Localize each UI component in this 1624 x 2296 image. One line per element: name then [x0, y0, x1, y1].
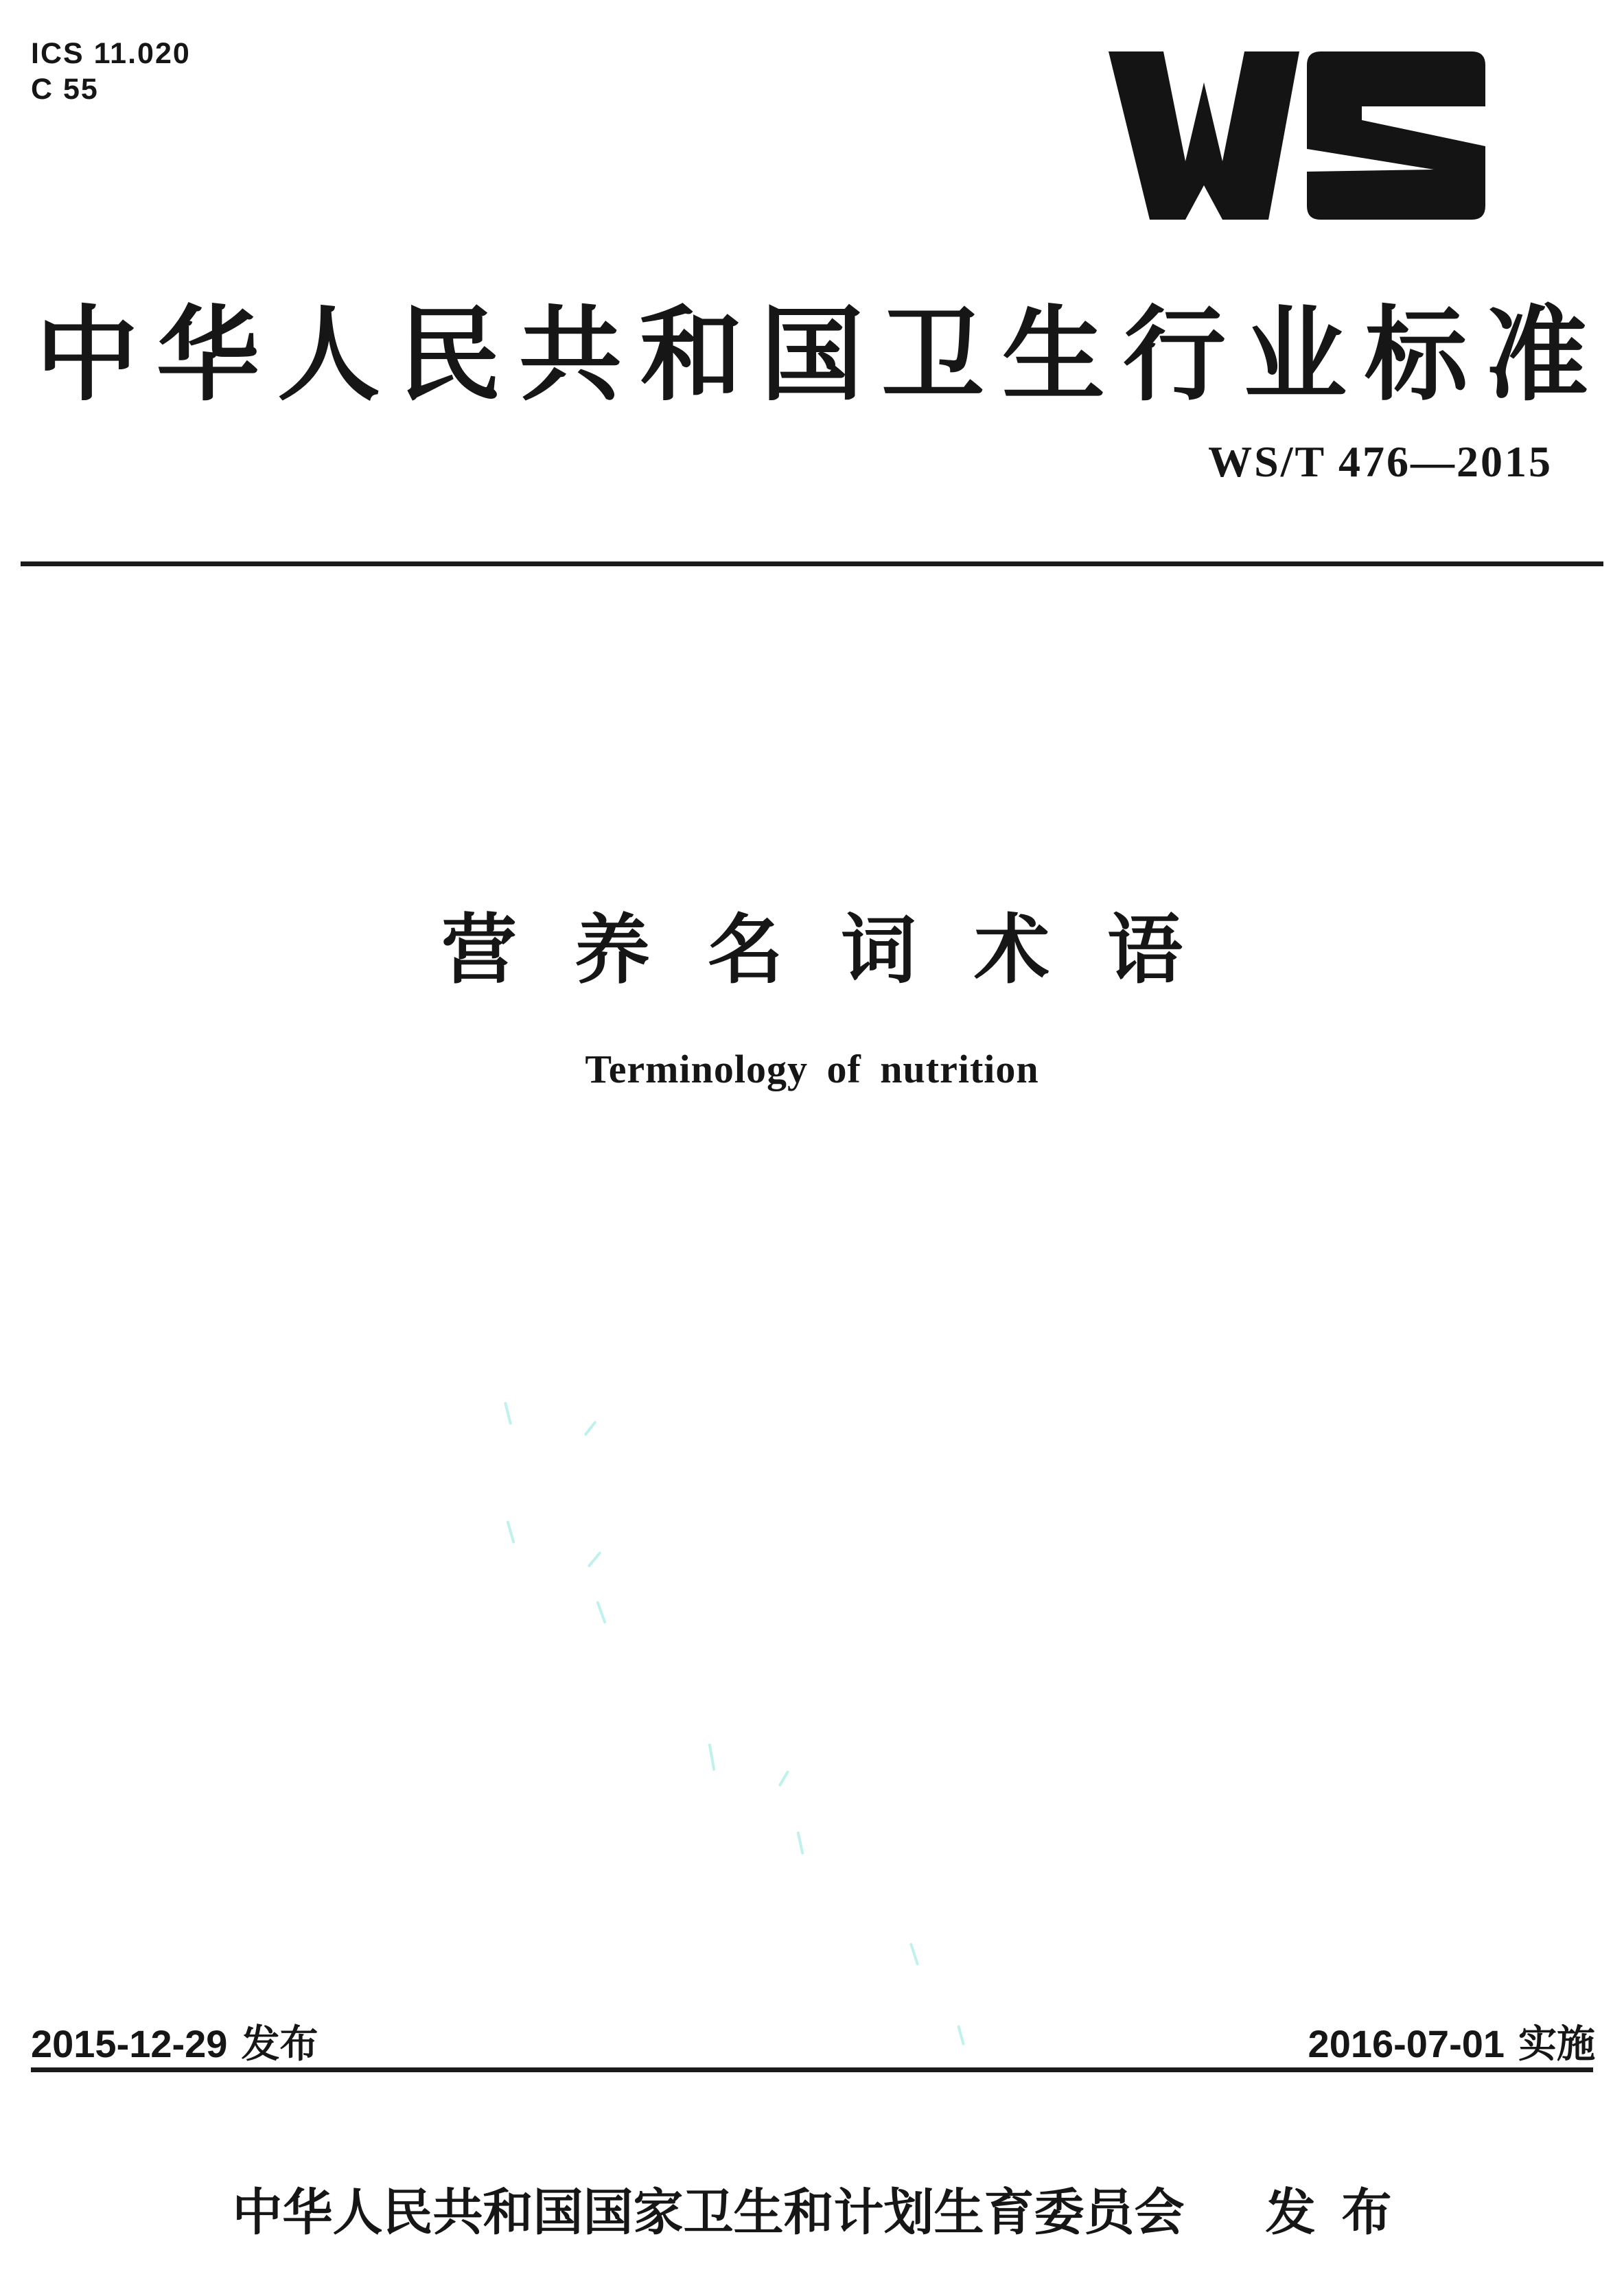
document-title-chinese: 营养名词术语	[441, 908, 1240, 993]
issue-date-item	[31, 2014, 318, 2069]
issuer-name: 中华人民共和国国家卫生和计划生育委员会	[232, 2185, 1185, 2240]
scan-artifact	[596, 1601, 606, 1623]
scan-artifact	[797, 1831, 804, 1855]
ics-code: ICS 11.020	[31, 37, 191, 70]
bottom-divider-rule	[31, 2067, 1593, 2072]
document-title-english: Terminology of nutrition	[585, 1047, 1039, 1091]
scan-artifact	[909, 1943, 919, 1966]
issue-date-label: 发布	[241, 2022, 318, 2065]
scan-artifact	[587, 1551, 601, 1568]
ws-logo-letter-s	[1307, 51, 1485, 220]
implement-date-item	[1308, 2014, 1595, 2069]
ics-classification-block	[31, 36, 191, 108]
implement-date: 2016-07-01	[1308, 2022, 1505, 2065]
scan-artifact	[504, 1402, 512, 1425]
implement-date-label: 实施	[1518, 2022, 1595, 2065]
ws-logo	[1109, 51, 1486, 220]
issuer-row	[0, 2172, 1624, 2244]
standard-number: WS/T 476—2015	[1208, 437, 1553, 486]
scan-artifact	[708, 1743, 716, 1771]
publish-label: 发布	[1265, 2185, 1418, 2240]
scan-artifact	[778, 1770, 789, 1787]
issue-date: 2015-12-29	[31, 2022, 228, 2065]
scan-artifact	[506, 1520, 515, 1544]
dates-row	[31, 2014, 1595, 2069]
scan-artifact	[583, 1421, 596, 1437]
ws-logo-letter-w	[1109, 51, 1299, 220]
class-code: C 55	[31, 73, 99, 106]
standard-name-heading: 中华人民共和国卫生行业标准	[35, 297, 1606, 413]
top-divider-rule	[21, 561, 1603, 566]
